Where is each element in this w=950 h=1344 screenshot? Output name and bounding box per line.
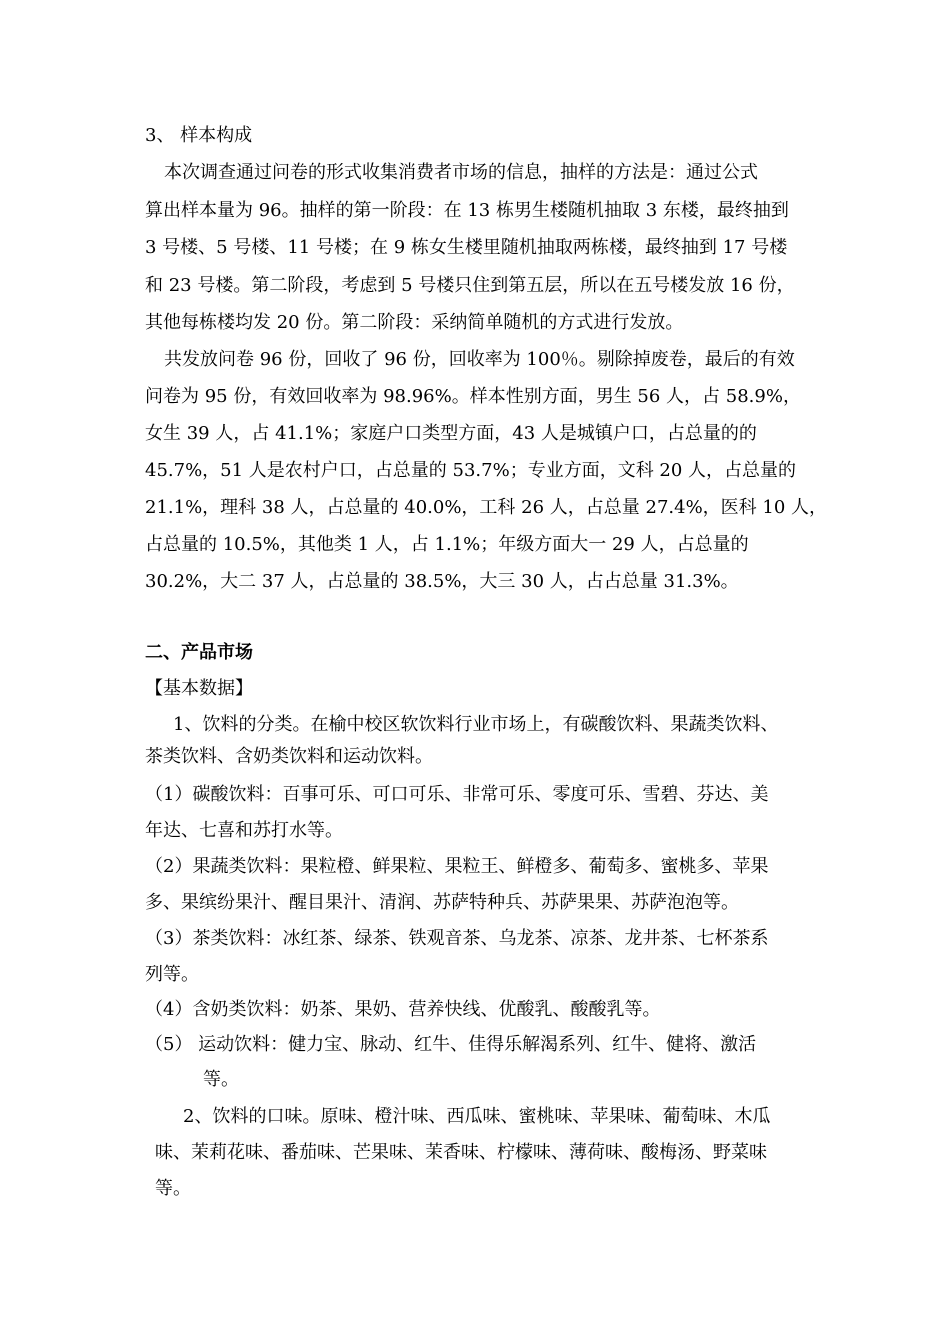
- list-item-line: 味、茉莉花味、番茄味、芒果味、茉香味、柠檬味、薄荷味、酸梅汤、野菜味: [155, 1142, 767, 1163]
- list-item-line: 年达、七喜和苏打水等。: [145, 820, 343, 841]
- paragraph-line: 本次调查通过问卷的形式收集消费者市场的信息，抽样的方法是：通过公式: [164, 162, 758, 183]
- list-item-line: （1）碳酸饮料：百事可乐、可口可乐、非常可乐、零度可乐、雪碧、芬达、美: [145, 784, 769, 805]
- list-item-line: 等。: [155, 1178, 191, 1199]
- list-item-line: 2、饮料的口味。原味、橙汁味、西瓜味、蜜桃味、苹果味、葡萄味、木瓜: [183, 1106, 771, 1127]
- paragraph-line: 和 23 号楼。第二阶段，考虑到 5 号楼只住到第五层，所以在五号楼发放 16 份，: [145, 275, 795, 296]
- paragraph-line: 共发放问卷 96 份，回收了 96 份，回收率为 100％。剔除掉废卷，最后的有效: [164, 349, 795, 370]
- list-item-line: 多、果缤纷果汁、醒目果汁、清润、苏萨特种兵、苏萨果果、苏萨泡泡等。: [145, 892, 739, 913]
- paragraph-line: 问卷为 95 份，有效回收率为 98.96%。样本性别方面，男生 56 人，占 58.9%，: [145, 386, 801, 407]
- paragraph-line: 45.7%，51 人是农村户口，占总量的 53.7%；专业方面，文科 20 人，占总量的: [145, 460, 797, 481]
- list-item-line: 茶类饮料、含奶类饮料和运动饮料。: [145, 746, 433, 767]
- section-2-heading: 二、产品市场: [145, 642, 253, 663]
- list-item-line: （4）含奶类饮料：奶茶、果奶、营养快线、优酸乳、酸酸乳等。: [145, 999, 661, 1020]
- paragraph-line: 3 号楼、5 号楼、11 号楼；在 9 栋女生楼里随机抽取两栋楼，最终抽到 17 号楼: [145, 237, 788, 258]
- list-item-line: 等。: [203, 1069, 239, 1090]
- list-item-line: 列等。: [145, 964, 199, 985]
- subheading: 【基本数据】: [145, 678, 253, 699]
- paragraph-line: 女生 39 人，占 41.1%；家庭户口类型方面，43 人是城镇户口，占总量的的: [145, 423, 757, 444]
- paragraph-line: 占总量的 10.5%，其他类 1 人，占 1.1%；年级方面大一 29 人，占总量的: [145, 534, 749, 555]
- list-item-line: （3）茶类饮料：冰红茶、绿茶、铁观音茶、乌龙茶、凉茶、龙井茶、七杯茶系: [145, 928, 769, 949]
- section-3-heading: 3、 样本构成: [145, 125, 253, 146]
- list-item-line: （2）果蔬类饮料：果粒橙、鲜果粒、果粒王、鲜橙多、葡萄多、蜜桃多、苹果: [145, 856, 769, 877]
- paragraph-line: 其他每栋楼均发 20 份。第二阶段：采纳简单随机的方式进行发放。: [145, 312, 684, 333]
- list-item-line: 1、饮料的分类。在榆中校区软饮料行业市场上，有碳酸饮料、果蔬类饮料、: [173, 714, 779, 735]
- paragraph-line: 算出样本量为 96。抽样的第一阶段：在 13 栋男生楼随机抽取 3 东楼，最终抽到: [145, 200, 789, 221]
- paragraph-line: 30.2%，大二 37 人，占总量的 38.5%，大三 30 人，占占总量 31.3%。: [145, 571, 739, 592]
- list-item-line: （5） 运动饮料：健力宝、脉动、红牛、佳得乐解渴系列、红牛、健将、激活: [145, 1034, 757, 1055]
- paragraph-line: 21.1%，理科 38 人，占总量的 40.0%，工科 26 人，占总量 27.4%，医科 10 人，: [145, 497, 828, 518]
